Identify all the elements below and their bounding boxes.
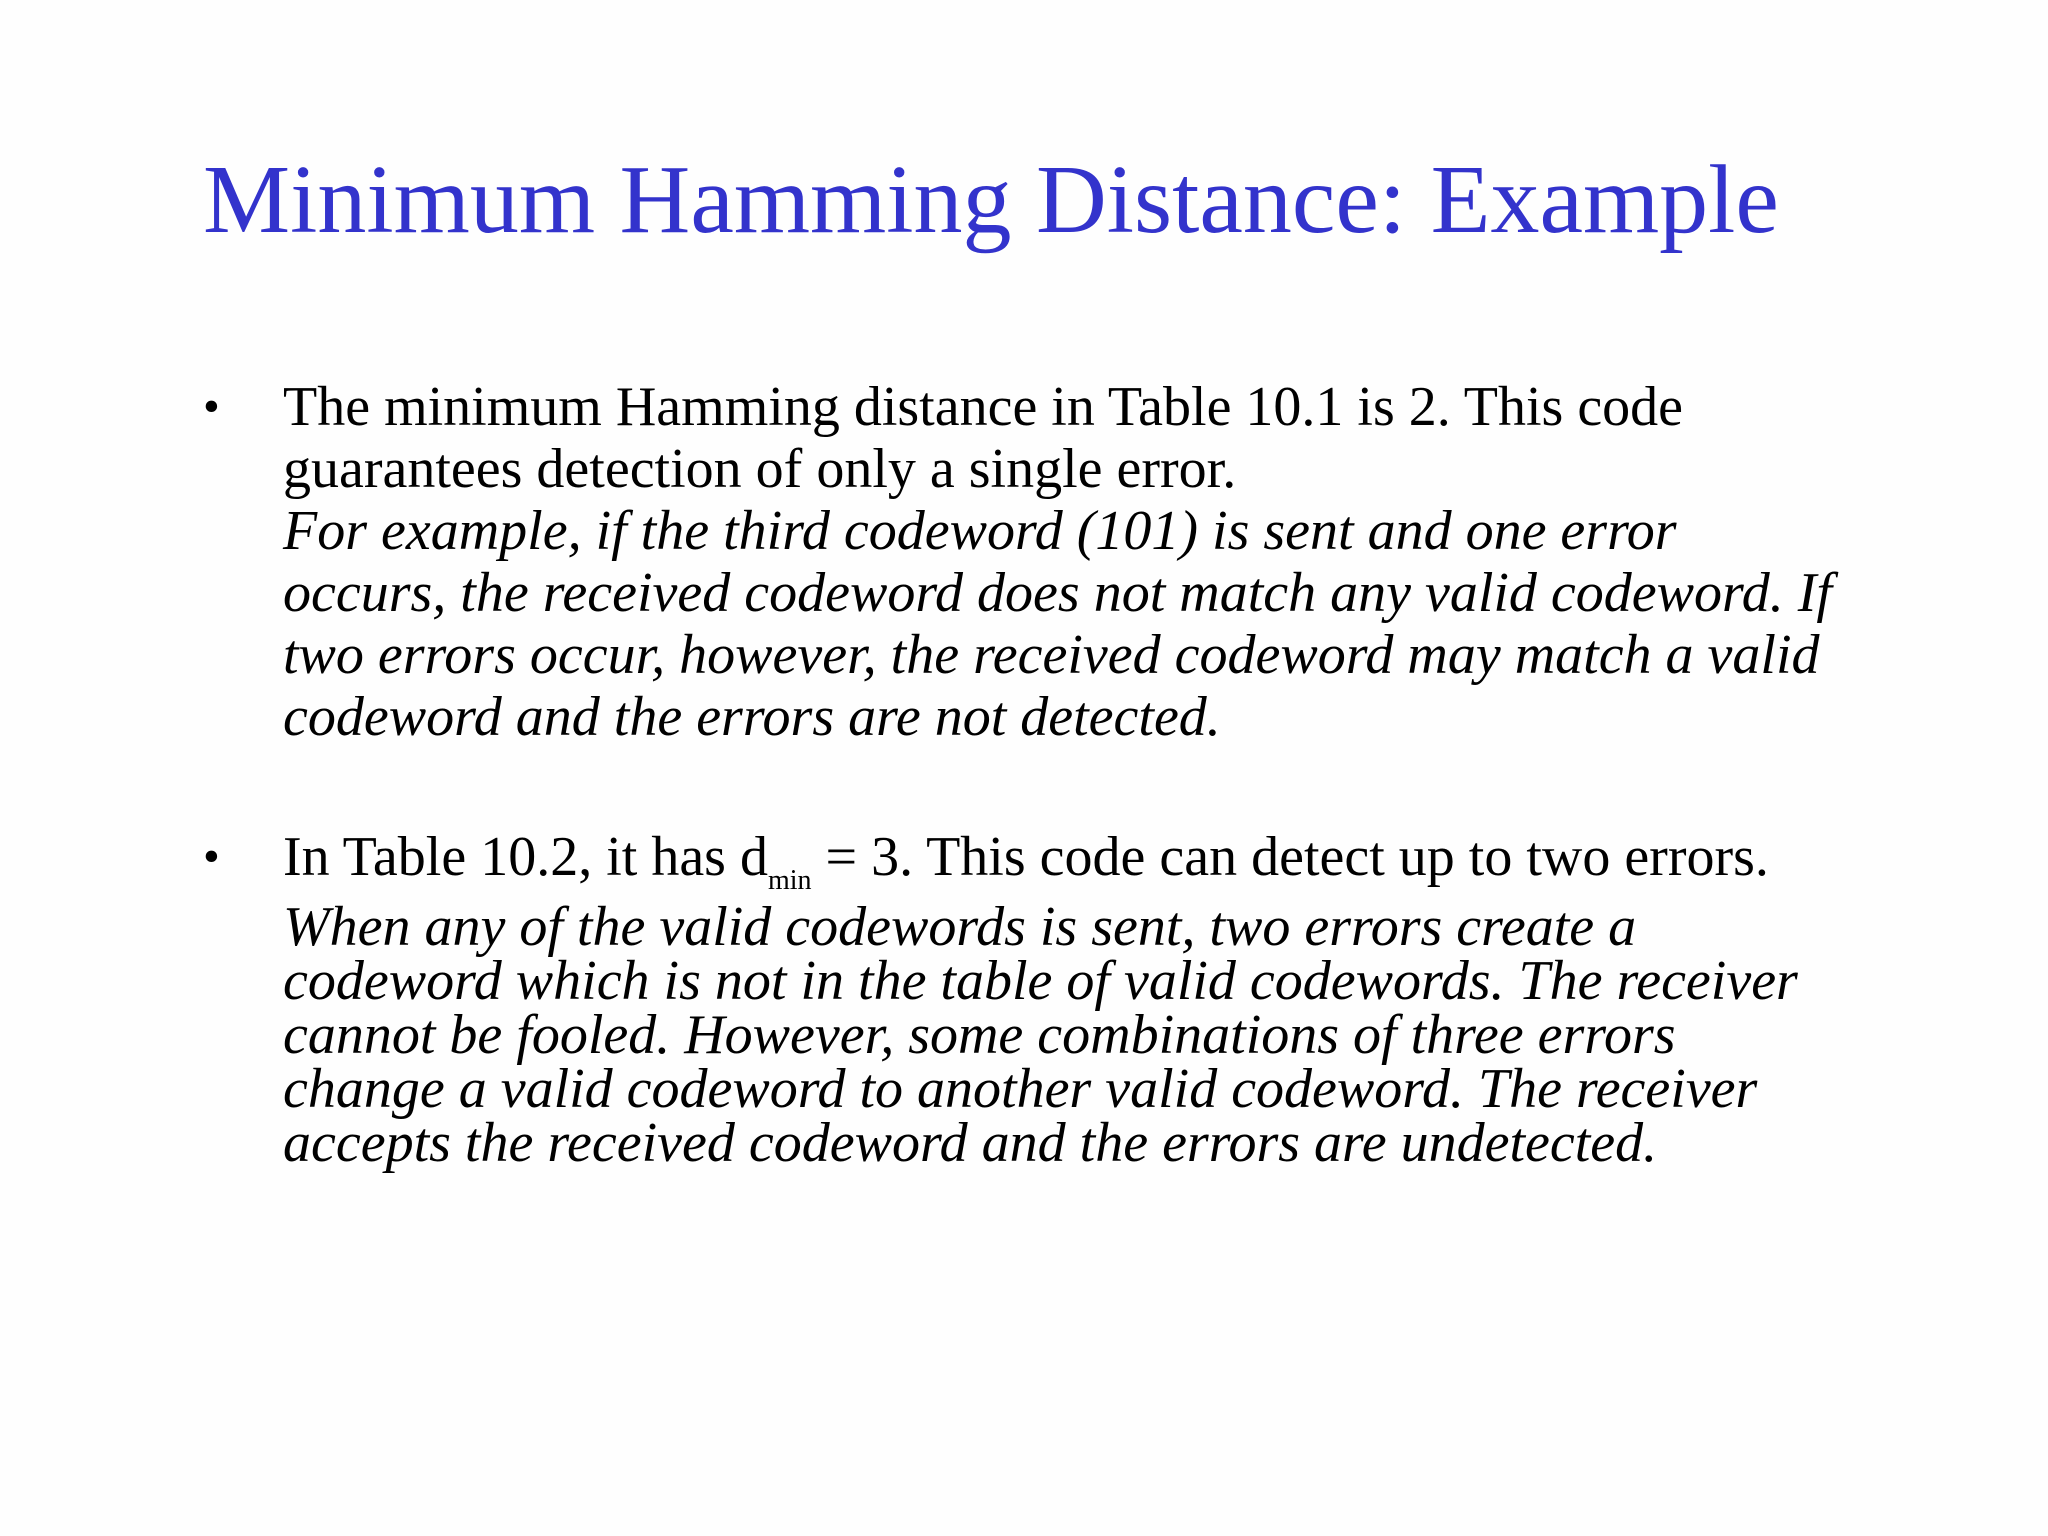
bullet-item-2 — [283, 826, 1843, 1174]
bullet-2-line-1 — [283, 826, 1843, 896]
bullet-2-example: When any of the valid codewords is sent, two errors create a codeword which is not in the table of valid codewords. The receiver cannot be fooled. However, some combinations of three errors change a valid codeword to another valid codeword. The receiver accepts the received codeword and the errors are undetected. — [283, 896, 1798, 1174]
bullet-2-text-before: In Table 10.2, it has d — [283, 826, 768, 888]
bullet-1-line-1: The minimum Hamming distance in Table 10.1 is 2. This code — [283, 376, 1684, 438]
bullet-2-text-after: = 3. This code can detect up to two errors. — [811, 826, 1769, 888]
bullet-marker-2: • — [203, 830, 220, 883]
dmin-subscript: min — [767, 865, 812, 896]
bullet-1-example: For example, if the third codeword (101) is sent and one error occurs, the received codeword does not match any valid codeword. If two errors occur, however, the received codeword may match a valid codeword and the errors are not detected. — [283, 500, 1832, 748]
slide-title: Minimum Hamming Distance: Example — [203, 146, 1779, 254]
bullet-item-1 — [283, 376, 1843, 748]
bullet-1-line-2: guarantees detection of only a single error. — [283, 438, 1237, 500]
bullet-marker-1: • — [203, 380, 220, 433]
